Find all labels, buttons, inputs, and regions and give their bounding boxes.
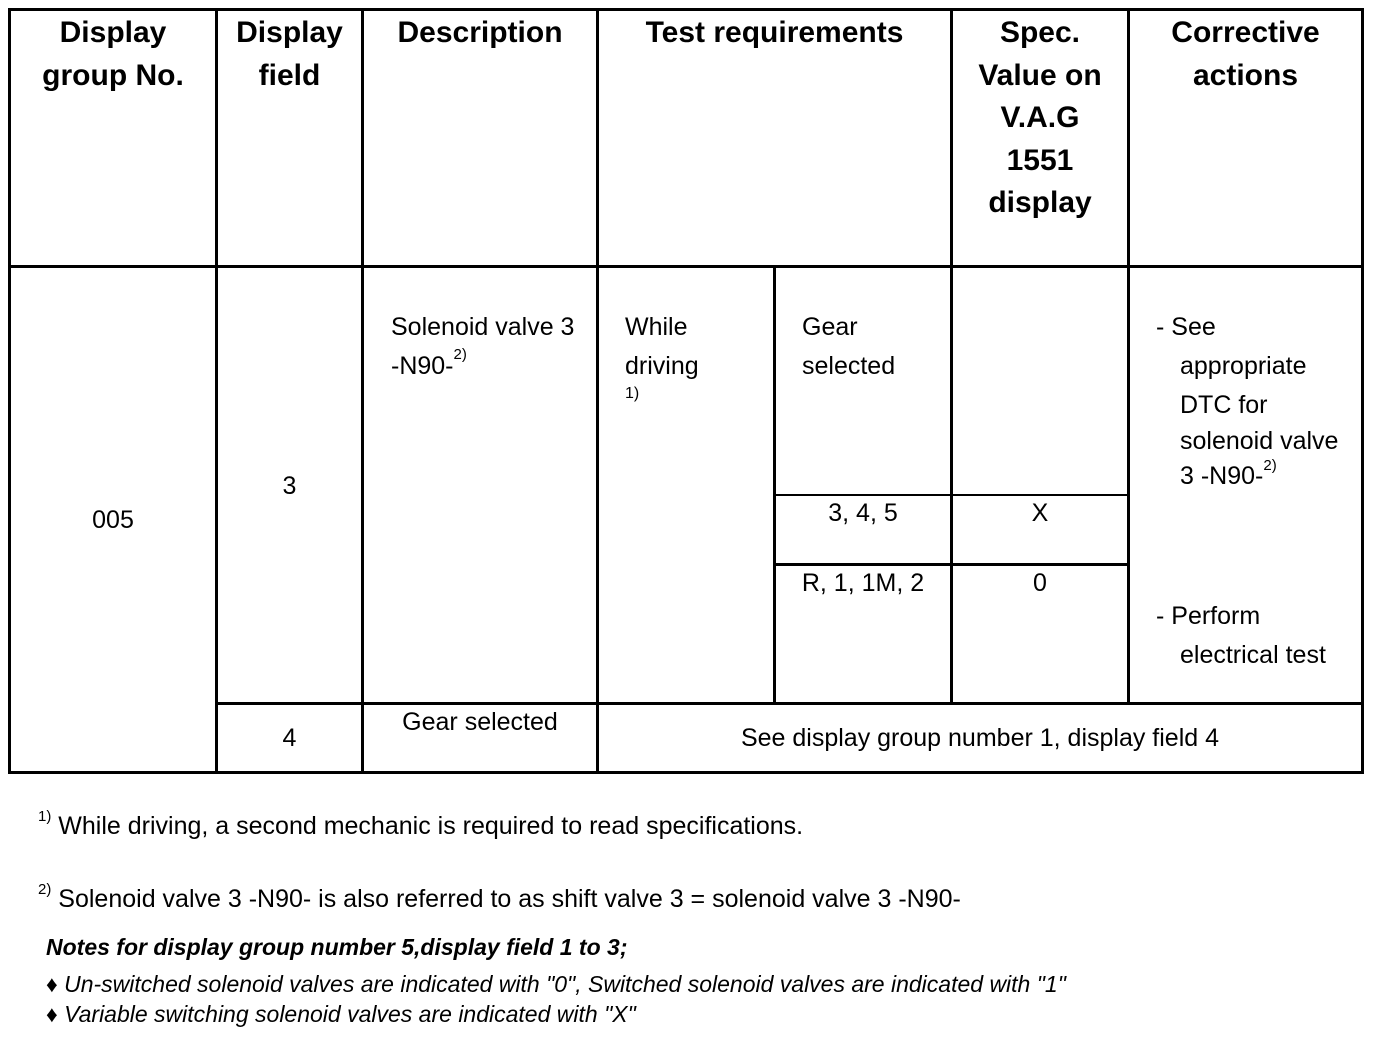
header-text: V.A.G bbox=[1000, 101, 1080, 135]
footnote-mark: 2) bbox=[38, 881, 52, 898]
header-text: Spec. bbox=[999, 16, 1081, 49]
condition-line: driving bbox=[625, 351, 699, 380]
header-text: Corrective bbox=[1171, 16, 1320, 49]
row-divider bbox=[11, 265, 1361, 268]
footnote-ref: 2) bbox=[453, 345, 467, 363]
header-group-no bbox=[11, 12, 215, 97]
col-divider bbox=[361, 11, 364, 771]
group-number: 005 bbox=[92, 506, 134, 534]
header-spec-value bbox=[953, 12, 1127, 225]
corrective-line: - See bbox=[1156, 313, 1216, 341]
spec-value: 0 bbox=[1033, 569, 1047, 597]
col-divider bbox=[596, 11, 599, 771]
col-divider bbox=[215, 11, 218, 771]
corrective-line: appropriate bbox=[1180, 351, 1307, 380]
notes-title: Notes for display group number 5,display field 1 to 3; bbox=[46, 934, 628, 960]
condition bbox=[625, 308, 765, 402]
notes-item: ♦ Un-switched solenoid valves are indicated with "0", Switched solenoid valves are indicated with "1" bbox=[46, 971, 1066, 997]
corrective-line: - Perform bbox=[1156, 602, 1261, 630]
footnote-mark: 1) bbox=[38, 808, 52, 825]
spec-value: X bbox=[1031, 499, 1049, 527]
corrective-line: solenoid valve bbox=[1180, 427, 1339, 456]
description bbox=[391, 308, 601, 386]
header-test-requirements: Test requirements bbox=[645, 16, 904, 49]
gear-header-line: selected bbox=[802, 351, 896, 380]
description-text: -N90- bbox=[391, 351, 454, 380]
corrective-text: 3 -N90- bbox=[1180, 462, 1264, 491]
header-text: field bbox=[258, 58, 321, 92]
footnote-text: Solenoid valve 3 -N90- is also referred to as shift valve 3 = solenoid valve 3 -N90- bbox=[58, 885, 961, 913]
description-line: Solenoid valve 3 bbox=[391, 313, 575, 341]
corrective-line: electrical test bbox=[1180, 640, 1326, 669]
header-text: Value on bbox=[978, 58, 1102, 92]
description-line bbox=[391, 347, 601, 386]
header-text: group No. bbox=[42, 58, 184, 92]
field-number: 4 bbox=[282, 724, 297, 752]
header-text: 1551 bbox=[1006, 143, 1074, 177]
condition-line: While bbox=[625, 313, 688, 341]
header-text: actions bbox=[1192, 58, 1299, 92]
gear-value: 3, 4, 5 bbox=[828, 499, 898, 527]
data-table bbox=[8, 8, 1364, 774]
footnote-1 bbox=[38, 808, 804, 841]
header-text: display bbox=[988, 186, 1092, 220]
corrective-action-dtc bbox=[1156, 308, 1361, 494]
col-divider bbox=[773, 267, 776, 703]
footnote-ref: 1) bbox=[625, 384, 640, 402]
corrective-line: DTC for bbox=[1180, 390, 1268, 419]
footnote-ref: 2) bbox=[1263, 457, 1277, 475]
footnote-text: While driving, a second mechanic is required to read specifications. bbox=[58, 812, 804, 840]
footnote-2 bbox=[38, 881, 961, 914]
gear-selected-header bbox=[802, 308, 942, 386]
description: Gear selected bbox=[402, 708, 558, 736]
header-corrective bbox=[1130, 12, 1361, 97]
corrective-action-electrical bbox=[1156, 597, 1361, 675]
corrective-line bbox=[1156, 459, 1361, 494]
header-description: Description bbox=[397, 16, 563, 49]
field-number: 3 bbox=[282, 472, 297, 500]
col-divider bbox=[1127, 11, 1130, 703]
gear-header-line: Gear bbox=[802, 313, 858, 341]
header-text: Display bbox=[236, 16, 343, 49]
notes-item: ♦ Variable switching solenoid valves are indicated with "X" bbox=[46, 1001, 636, 1027]
header-text: Display bbox=[59, 16, 167, 49]
gear-value: R, 1, 1M, 2 bbox=[801, 569, 925, 597]
header-field bbox=[218, 12, 361, 97]
see-reference: See display group number 1, display field 4 bbox=[740, 724, 1220, 752]
